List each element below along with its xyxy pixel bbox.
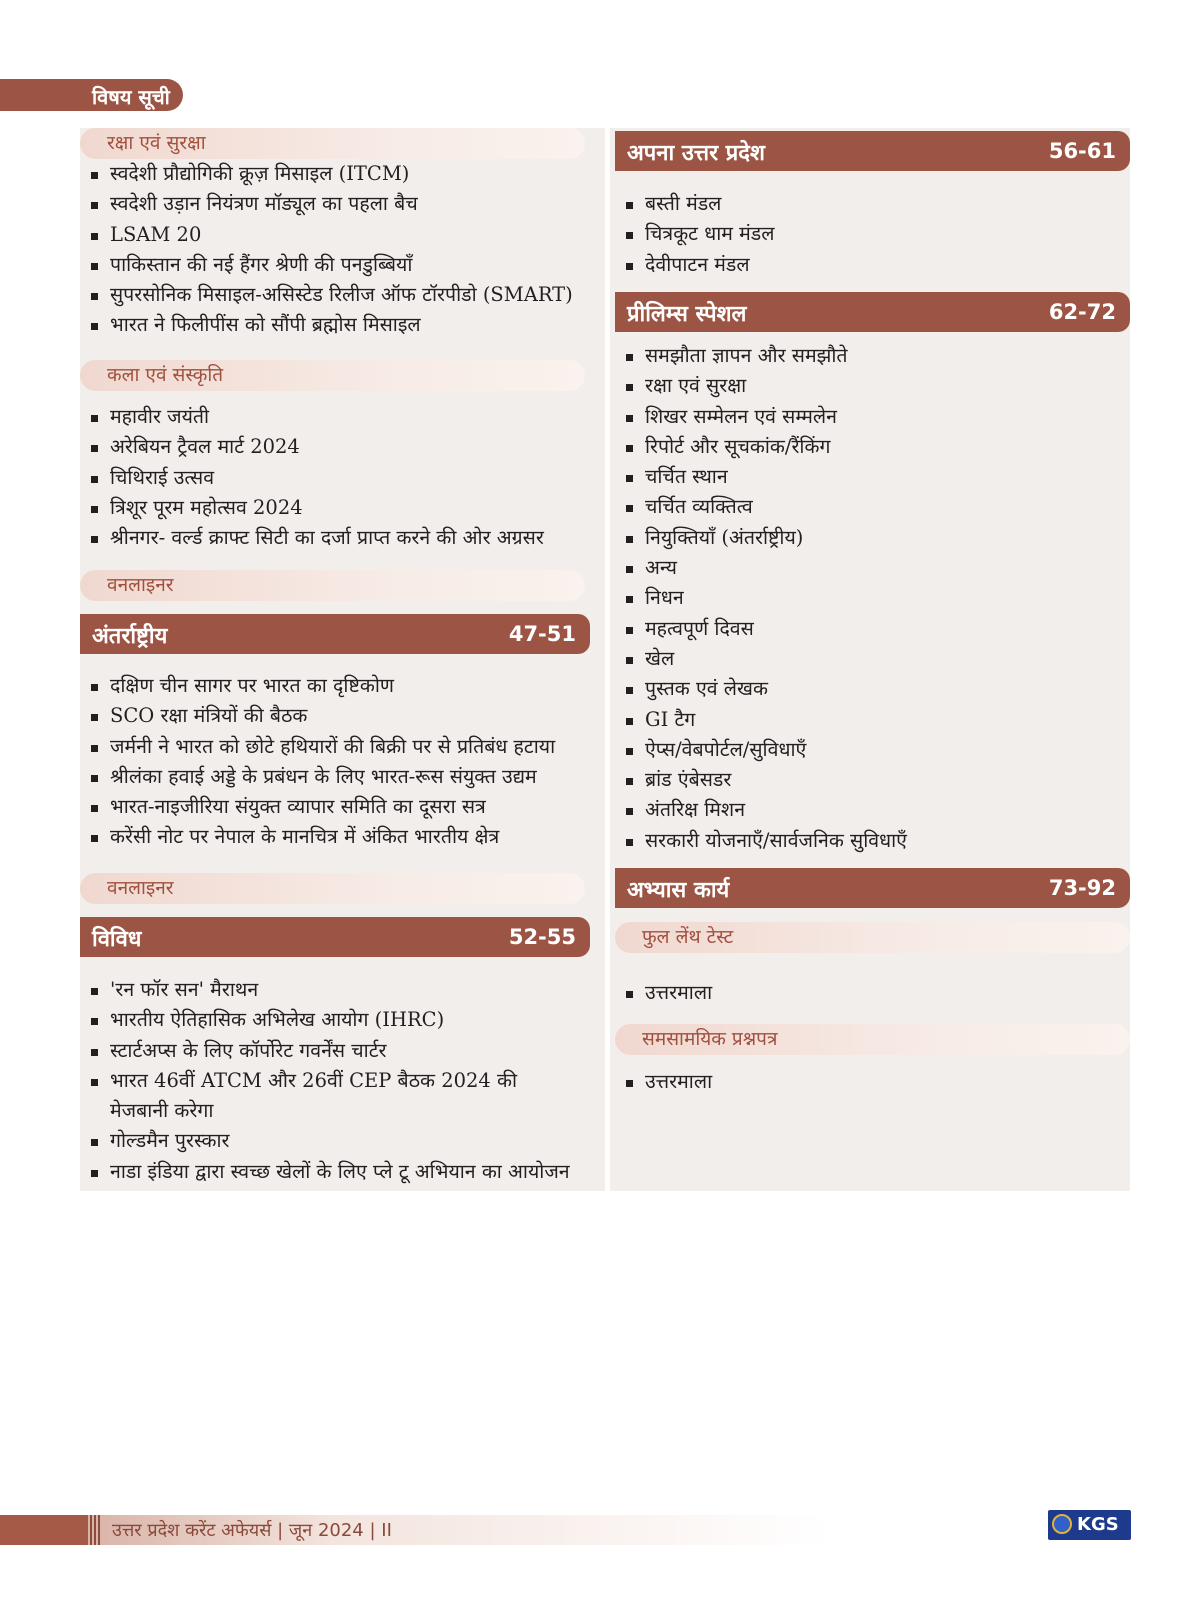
- list-prelims: [615, 341, 907, 856]
- list-item-text: गोल्डमैन पुरस्कार: [110, 1129, 230, 1153]
- list-item: [80, 189, 573, 219]
- list-item-text: नाडा इंडिया द्वारा स्वच्छ खेलों के लिए प्ले टू अभियान का आयोजन: [110, 1159, 570, 1183]
- list-fulltest: [615, 978, 712, 1008]
- globe-icon: [1052, 1514, 1072, 1534]
- bullet-icon: [91, 775, 98, 782]
- bullet-icon: [91, 745, 98, 752]
- bullet-icon: [91, 415, 98, 422]
- list-item: [615, 371, 907, 401]
- bullet-icon: [626, 839, 633, 846]
- list-item-text: चित्रकूट धाम मंडल: [645, 222, 775, 246]
- list-item: [615, 250, 774, 280]
- bullet-icon: [626, 384, 633, 391]
- list-item: [615, 189, 774, 219]
- bullet-icon: [626, 202, 633, 209]
- list-item: [615, 765, 907, 795]
- list-item-text: चर्चित स्थान: [645, 465, 728, 489]
- logo-text: KGS: [1077, 1514, 1119, 1535]
- list-item: [80, 402, 544, 432]
- list-item-text: चिथिराई उत्सव: [110, 465, 215, 489]
- footer-text: उत्तर प्रदेश करेंट अफेयर्स | जून 2024 | II: [112, 1520, 392, 1541]
- list-item: [615, 614, 907, 644]
- bullet-icon: [91, 835, 98, 842]
- section-pill-kala: [80, 360, 585, 391]
- bullet-icon: [91, 536, 98, 543]
- list-item-text: करेंसी नोट पर नेपाल के मानचित्र में अंकित भारतीय क्षेत्र: [110, 825, 500, 849]
- list-up: [615, 189, 774, 280]
- bullet-icon: [626, 596, 633, 603]
- list-item-text: त्रिशूर पूरम महोत्सव 2024: [110, 495, 303, 519]
- bullet-icon: [626, 536, 633, 543]
- list-item-text: निधन: [645, 586, 684, 610]
- list-raksha: [80, 159, 573, 341]
- list-item: [80, 701, 555, 731]
- list-item-text: श्रीलंका हवाई अड्डे के प्रबंधन के लिए भारत-रूस संयुक्त उद्यम: [110, 764, 537, 788]
- page-header-tab: [0, 79, 183, 111]
- list-item: [80, 975, 570, 1005]
- list-item: [615, 583, 907, 613]
- section-pages: 73-92: [1048, 876, 1116, 900]
- list-kala: [80, 402, 544, 553]
- section-pages: 56-61: [1048, 139, 1116, 163]
- bullet-icon: [91, 1079, 98, 1086]
- list-item: [80, 1157, 570, 1187]
- section-pages: 47-51: [508, 622, 576, 646]
- bullet-icon: [91, 293, 98, 300]
- list-item: [80, 280, 573, 310]
- page-title: विषय सूची: [92, 85, 170, 109]
- list-item: [80, 432, 544, 462]
- pill-label: फुल लेंथ टेस्ट: [642, 926, 734, 948]
- list-samsamayik: [615, 1067, 712, 1097]
- list-item-text: श्रीनगर- वर्ल्ड क्राफ्ट सिटी का दर्जा प्राप्त करने की ओर अग्रसर: [110, 526, 544, 550]
- list-item: [615, 219, 774, 249]
- bullet-icon: [626, 718, 633, 725]
- bullet-icon: [626, 687, 633, 694]
- list-item-text: उत्तरमाला: [645, 981, 713, 1004]
- section-pill-oneliner-1: [80, 570, 585, 601]
- list-item-text: पाकिस्तान की नई हैंगर श्रेणी की पनडुब्बियाँ: [110, 252, 413, 276]
- pill-label: रक्षा एवं सुरक्षा: [107, 132, 206, 154]
- section-pill-fulltest: [615, 922, 1130, 953]
- list-item: [615, 432, 907, 462]
- section-bar-prelims: [615, 292, 1130, 332]
- list-item: [615, 523, 907, 553]
- bullet-icon: [91, 714, 98, 721]
- list-item-text: भारत 46वीं ATCM और 26वीं CEP बैठक 2024 की मेजबानी करेगा: [110, 1068, 518, 1123]
- list-item: [615, 1067, 712, 1097]
- section-pill-oneliner-2: [80, 873, 585, 904]
- list-item-text: नियुक्तियाँ (अंतर्राष्ट्रीय): [645, 525, 804, 549]
- list-item: [80, 1066, 550, 1127]
- list-item: [80, 732, 555, 762]
- section-bar-vividh: [80, 917, 590, 957]
- list-item: [80, 523, 544, 553]
- list-item: [615, 492, 907, 522]
- list-item-text: स्वदेशी उड़ान नियंत्रण मॉड्यूल का पहला बैच: [110, 192, 418, 216]
- bullet-icon: [91, 506, 98, 513]
- bullet-icon: [626, 475, 633, 482]
- list-item-text: अरेबियन ट्रैवल मार्ट 2024: [110, 435, 300, 459]
- list-item: [615, 826, 907, 856]
- list-item-text: भारत-नाइजीरिया संयुक्त व्यापार समिति का दूसरा सत्र: [110, 795, 486, 819]
- list-item: [80, 1005, 570, 1035]
- list-item-text: SCO रक्षा मंत्रियों की बैठक: [110, 704, 308, 728]
- list-item-text: ब्रांड एंबेसडर: [645, 768, 732, 792]
- list-item-text: ऐप्स/वेबपोर्टल/सुविधाएँ: [645, 737, 807, 761]
- pill-label: समसामयिक प्रश्नपत्र: [642, 1028, 778, 1050]
- list-item: [615, 341, 907, 371]
- bullet-icon: [91, 805, 98, 812]
- list-item-text: रिपोर्ट और सूचकांक/रैंकिंग: [645, 434, 831, 458]
- bullet-icon: [91, 233, 98, 240]
- list-item: [615, 644, 907, 674]
- footer-stripes: [90, 1515, 102, 1545]
- list-item-text: 'रन फॉर सन' मैराथन: [110, 978, 259, 1001]
- list-item-text: महत्वपूर्ण दिवस: [645, 616, 754, 640]
- list-item: [80, 671, 555, 701]
- list-item-text: रक्षा एवं सुरक्षा: [645, 374, 747, 398]
- bullet-icon: [626, 1080, 633, 1087]
- list-item: [615, 735, 907, 765]
- list-item: [80, 792, 555, 822]
- list-item: [80, 822, 555, 852]
- bullet-icon: [91, 1018, 98, 1025]
- list-item: [615, 705, 907, 735]
- bullet-icon: [626, 627, 633, 634]
- bullet-icon: [91, 263, 98, 270]
- list-item-text: उत्तरमाला: [645, 1070, 713, 1093]
- list-item-text: सरकारी योजनाएँ/सार्वजनिक सुविधाएँ: [645, 828, 907, 852]
- list-vividh: [80, 975, 570, 1187]
- pill-label: वनलाइनर: [107, 877, 174, 899]
- section-bar-abhyas: [615, 868, 1130, 908]
- section-title: विविध: [92, 927, 142, 952]
- list-item-text: खेल: [645, 646, 675, 670]
- list-item: [80, 493, 544, 523]
- section-pill-raksha: [80, 128, 585, 159]
- list-item: [80, 1036, 570, 1066]
- list-item-text: भारत ने फिलीपींस को सौंपी ब्रह्मोस मिसाइल: [110, 313, 421, 337]
- list-item-text: महावीर जयंती: [110, 405, 210, 428]
- list-item: [80, 310, 573, 340]
- list-item: [615, 795, 907, 825]
- list-item-text: स्टार्टअप्स के लिए कॉर्पोरेट गवर्नेंस चार्टर: [110, 1038, 387, 1062]
- bullet-icon: [626, 991, 633, 998]
- bullet-icon: [626, 657, 633, 664]
- list-item-text: शिखर सम्मेलन एवं सम्मलेन: [645, 404, 837, 428]
- section-title: अंतर्राष्ट्रीय: [92, 624, 168, 649]
- list-item-text: स्वदेशी प्रौद्योगिकी क्रूज़ मिसाइल (ITCM): [110, 162, 410, 185]
- list-item: [615, 402, 907, 432]
- bullet-icon: [626, 505, 633, 512]
- bullet-icon: [626, 778, 633, 785]
- bullet-icon: [91, 172, 98, 179]
- list-item-text: बस्ती मंडल: [645, 192, 722, 215]
- list-item: [615, 553, 907, 583]
- kgs-logo: [1048, 1510, 1131, 1540]
- list-item-text: GI टैग: [645, 707, 696, 731]
- list-item: [80, 220, 573, 250]
- list-item-text: देवीपाटन मंडल: [645, 252, 750, 276]
- bullet-icon: [91, 323, 98, 330]
- bullet-icon: [626, 808, 633, 815]
- bullet-icon: [91, 1170, 98, 1177]
- bullet-icon: [626, 354, 633, 361]
- bullet-icon: [91, 1139, 98, 1146]
- section-pages: 62-72: [1048, 300, 1116, 324]
- list-item: [80, 1126, 570, 1156]
- list-item-text: चर्चित व्यक्तित्व: [645, 495, 753, 519]
- bullet-icon: [626, 748, 633, 755]
- list-item: [615, 462, 907, 492]
- bullet-icon: [626, 566, 633, 573]
- list-item-text: दक्षिण चीन सागर पर भारत का दृष्टिकोण: [110, 674, 394, 697]
- list-item-text: अन्य: [645, 556, 677, 580]
- bullet-icon: [626, 415, 633, 422]
- bullet-icon: [626, 232, 633, 239]
- bullet-icon: [91, 445, 98, 452]
- pill-label: वनलाइनर: [107, 574, 174, 596]
- bullet-icon: [91, 1049, 98, 1056]
- section-pages: 52-55: [508, 925, 576, 949]
- list-item-text: अंतरिक्ष मिशन: [645, 798, 746, 822]
- list-item-text: सुपरसोनिक मिसाइल-असिस्टेड रिलीज ऑफ टॉरपीडो (SMART): [110, 283, 573, 307]
- list-item: [615, 978, 712, 1008]
- list-item-text: LSAM 20: [110, 222, 202, 246]
- list-item: [80, 250, 573, 280]
- list-item-text: जर्मनी ने भारत को छोटे हथियारों की बिक्री पर से प्रतिबंध हटाया: [110, 734, 556, 758]
- section-title: अपना उत्तर प्रदेश: [627, 141, 765, 166]
- bullet-icon: [91, 684, 98, 691]
- list-item: [80, 463, 544, 493]
- bullet-icon: [626, 445, 633, 452]
- bullet-icon: [91, 202, 98, 209]
- list-item-text: पुस्तक एवं लेखक: [645, 677, 768, 701]
- bullet-icon: [91, 476, 98, 483]
- list-item: [80, 159, 573, 189]
- section-bar-antarrashtriya: [80, 614, 590, 654]
- section-pill-samsamayik: [615, 1024, 1130, 1055]
- section-title: अभ्यास कार्य: [627, 878, 730, 903]
- list-item-text: समझौता ज्ञापन और समझौते: [645, 344, 848, 367]
- bullet-icon: [91, 988, 98, 995]
- section-title: प्रीलिम्स स्पेशल: [627, 302, 747, 327]
- list-item: [615, 674, 907, 704]
- list-antarrashtriya: [80, 671, 555, 853]
- list-item-text: भारतीय ऐतिहासिक अभिलेख आयोग (IHRC): [110, 1008, 445, 1032]
- section-bar-up: [615, 131, 1130, 171]
- bullet-icon: [626, 263, 633, 270]
- pill-label: कला एवं संस्कृति: [107, 364, 224, 386]
- list-item: [80, 762, 555, 792]
